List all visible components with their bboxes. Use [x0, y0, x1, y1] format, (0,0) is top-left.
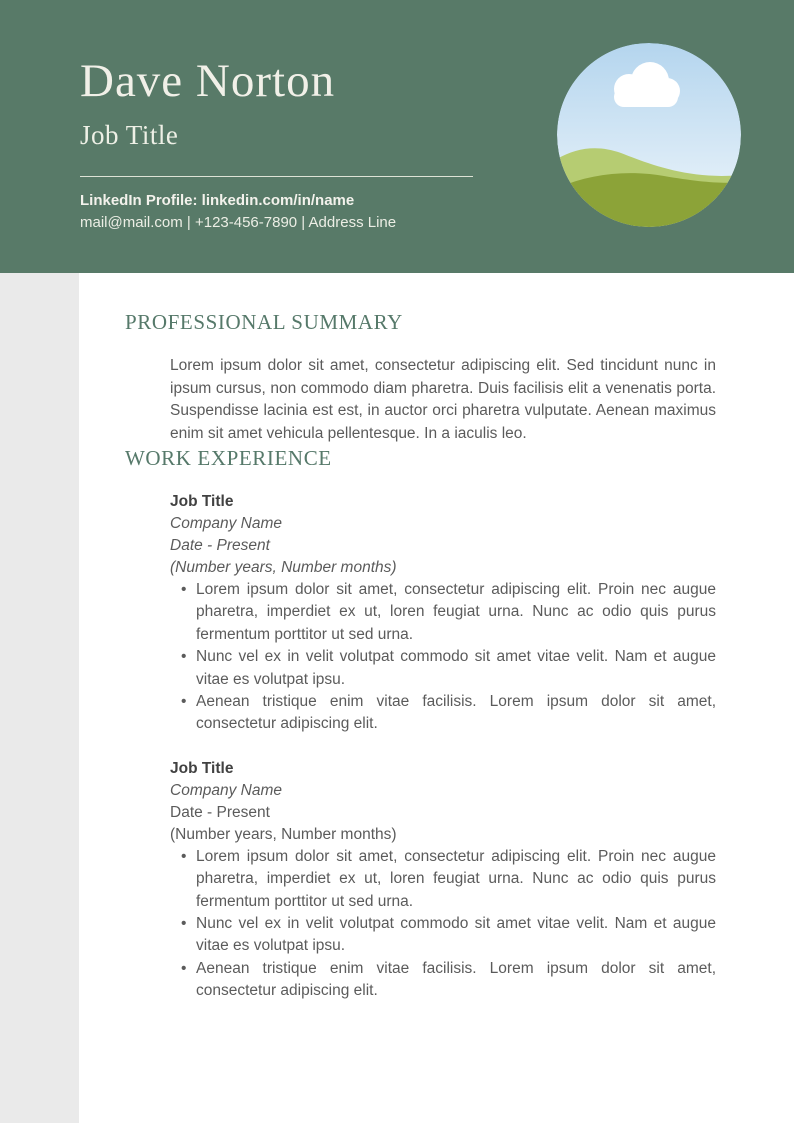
bullet-item: • Lorem ipsum dolor sit amet, consectetur adipiscing elit. Proin nec augue pharetra, imperdiet ex ut, loren feugiat urna. Nunc ac odio quis purus fermentum porttitor ut sed urna. [196, 579, 716, 646]
entry-company: Company Name [170, 515, 282, 532]
linkedin-profile-line: LinkedIn Profile: linkedin.com/in/name [80, 192, 355, 209]
person-name: Dave Norton [80, 55, 336, 107]
entry-duration: (Number years, Number months) [170, 825, 397, 843]
main-content [0, 273, 794, 1003]
header-divider [80, 176, 473, 177]
entry-bullet-list [170, 846, 716, 1003]
entry-company: Company Name [170, 781, 282, 799]
section-heading-professional-summary: PROFESSIONAL SUMMARY [125, 310, 403, 334]
entry-job-title: Job Title [170, 493, 234, 510]
bullet-item: • Aenean tristique enim vitae facilisis. Lorem ipsum dolor sit amet, consectetur adipiscing elit. [196, 958, 716, 1003]
work-experience-entry [170, 491, 716, 736]
person-job-title: Job Title [80, 120, 179, 150]
bullet-item: • Aenean tristique enim vitae facilisis. Lorem ipsum dolor sit amet, consectetur adipiscing elit. [196, 691, 716, 736]
summary-paragraph: Lorem ipsum dolor sit amet, consectetur adipiscing elit. Sed tincidunt nunc in ipsum cursus, non commodo diam pharetra. Duis facilisis elit a venenatis porta. Suspendisse lacinia est est, in auctor orci pharetra vulputate. Aenean maximus enim sit amet vehicula pellentesque. In a iaculis leo. [170, 357, 716, 442]
entry-date-range: Date - Present [170, 537, 270, 554]
work-experience-entry [170, 758, 716, 1003]
header-text-block [80, 52, 473, 232]
header-band [0, 0, 794, 273]
bullet-item: • Lorem ipsum dolor sit amet, consectetur adipiscing elit. Proin nec augue pharetra, imperdiet ex ut, loren feugiat urna. Nunc ac odio quis purus fermentum porttitor ut sed urna. [196, 846, 716, 913]
profile-photo [557, 43, 741, 227]
entry-duration: (Number years, Number months) [170, 559, 397, 576]
entry-date-range: Date - Present [170, 803, 270, 821]
entry-job-title: Job Title [170, 759, 234, 777]
bullet-item: • Nunc vel ex in velit volutpat commodo sit amet vitae velit. Nam et augue vitae es volutpat ipsu. [196, 913, 716, 958]
landscape-illustration [557, 43, 741, 227]
bullet-item: • Nunc vel ex in velit volutpat commodo sit amet vitae velit. Nam et augue vitae es volutpat ipsu. [196, 646, 716, 691]
contact-info-line: mail@mail.com | +123-456-7890 | Address Line [80, 214, 397, 231]
section-heading-work-experience: WORK EXPERIENCE [125, 446, 332, 470]
entry-bullet-list [170, 579, 716, 736]
